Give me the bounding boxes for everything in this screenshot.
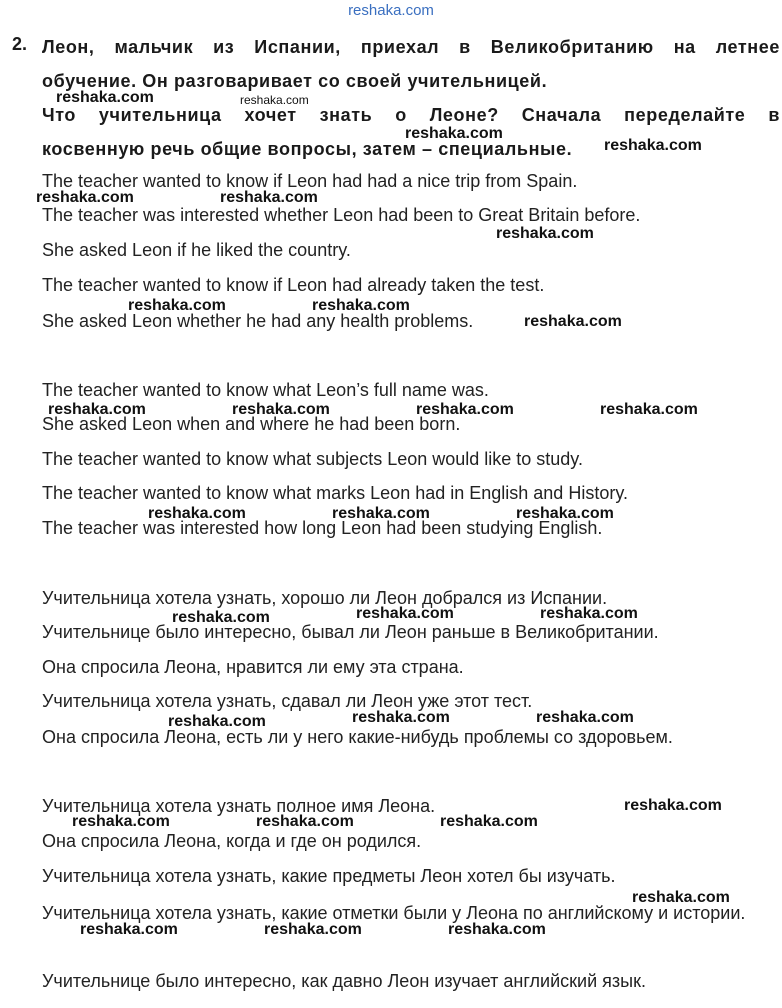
watermark: reshaka.com — [524, 313, 622, 330]
russian-special-5: Учительнице было интересно, как давно Леон изучает английский язык. — [42, 971, 646, 991]
watermark: reshaka.com — [352, 709, 450, 726]
watermark: reshaka.com — [448, 921, 546, 938]
russian-general-2: Учительнице было интересно, бывал ли Леон раньше в Великобритании. — [42, 622, 659, 642]
watermark: reshaka.com — [416, 401, 514, 418]
watermark: reshaka.com — [56, 89, 154, 106]
english-special-2: She asked Leon when and where he had been born. — [42, 414, 461, 434]
russian-special-2: Она спросила Леона, когда и где он родился. — [42, 831, 422, 851]
russian-special-1: Учительница хотела узнать полное имя Леона. — [42, 796, 436, 816]
watermark: reshaka.com — [172, 609, 270, 626]
watermark: reshaka.com — [128, 297, 226, 314]
watermark: reshaka.com — [148, 505, 246, 522]
watermark: reshaka.com — [440, 813, 538, 830]
watermark: reshaka.com — [80, 921, 178, 938]
watermark: reshaka.com — [256, 813, 354, 830]
english-special-4: The teacher wanted to know what marks Leon had in English and History. — [42, 483, 628, 503]
russian-general-4: Учительница хотела узнать, сдавал ли Леон уже этот тест. — [42, 691, 533, 711]
watermark: reshaka.com — [240, 93, 309, 107]
heading-line-3: Что учительница хочет знать о Леоне? Сначала переделайте в — [42, 105, 780, 125]
watermark: reshaka.com — [600, 401, 698, 418]
english-special-3: The teacher wanted to know what subjects Leon would like to study. — [42, 449, 583, 469]
watermark-top: reshaka.com — [348, 2, 434, 19]
watermark: reshaka.com — [48, 401, 146, 418]
watermark: reshaka.com — [632, 889, 730, 906]
watermark: reshaka.com — [232, 401, 330, 418]
russian-special-4: Учительница хотела узнать, какие отметки были у Леона по английскому и истории. — [42, 903, 746, 923]
watermark: reshaka.com — [264, 921, 362, 938]
watermark: reshaka.com — [220, 189, 318, 206]
watermark: reshaka.com — [168, 713, 266, 730]
english-general-4: The teacher wanted to know if Leon had already taken the test. — [42, 275, 545, 295]
watermark: reshaka.com — [356, 605, 454, 622]
watermark: reshaka.com — [624, 797, 722, 814]
english-general-3: She asked Leon if he liked the country. — [42, 240, 351, 260]
heading-line-1: Леон, мальчик из Испании, приехал в Великобританию на летнее — [42, 37, 780, 57]
russian-general-5: Она спросила Леона, есть ли у него какие-нибудь проблемы со здоровьем. — [42, 727, 673, 747]
russian-special-3: Учительница хотела узнать, какие предметы Леон хотел бы изучать. — [42, 866, 616, 886]
watermark: reshaka.com — [405, 125, 503, 142]
watermark: reshaka.com — [516, 505, 614, 522]
watermark: reshaka.com — [540, 605, 638, 622]
heading-line-2: обучение. Он разговаривает со своей учительницей. — [42, 71, 548, 91]
watermark: reshaka.com — [312, 297, 410, 314]
english-special-1: The teacher wanted to know what Leon’s full name was. — [42, 380, 489, 400]
watermark: reshaka.com — [36, 189, 134, 206]
english-special-5: The teacher was interested how long Leon had been studying English. — [42, 518, 603, 538]
task-number: 2. — [12, 34, 28, 54]
russian-general-3: Она спросила Леона, нравится ли ему эта страна. — [42, 657, 464, 677]
watermark: reshaka.com — [72, 813, 170, 830]
english-general-2: The teacher was interested whether Leon had been to Great Britain before. — [42, 205, 641, 225]
heading-line-4: косвенную речь общие вопросы, затем – специальные. — [42, 139, 573, 159]
watermark: reshaka.com — [332, 505, 430, 522]
watermark: reshaka.com — [536, 709, 634, 726]
russian-general-1: Учительница хотела узнать, хорошо ли Леон добрался из Испании. — [42, 588, 608, 608]
watermark: reshaka.com — [604, 137, 702, 154]
english-general-1: The teacher wanted to know if Leon had had a nice trip from Spain. — [42, 171, 578, 191]
watermark: reshaka.com — [496, 225, 594, 242]
english-general-5: She asked Leon whether he had any health problems. — [42, 311, 474, 331]
